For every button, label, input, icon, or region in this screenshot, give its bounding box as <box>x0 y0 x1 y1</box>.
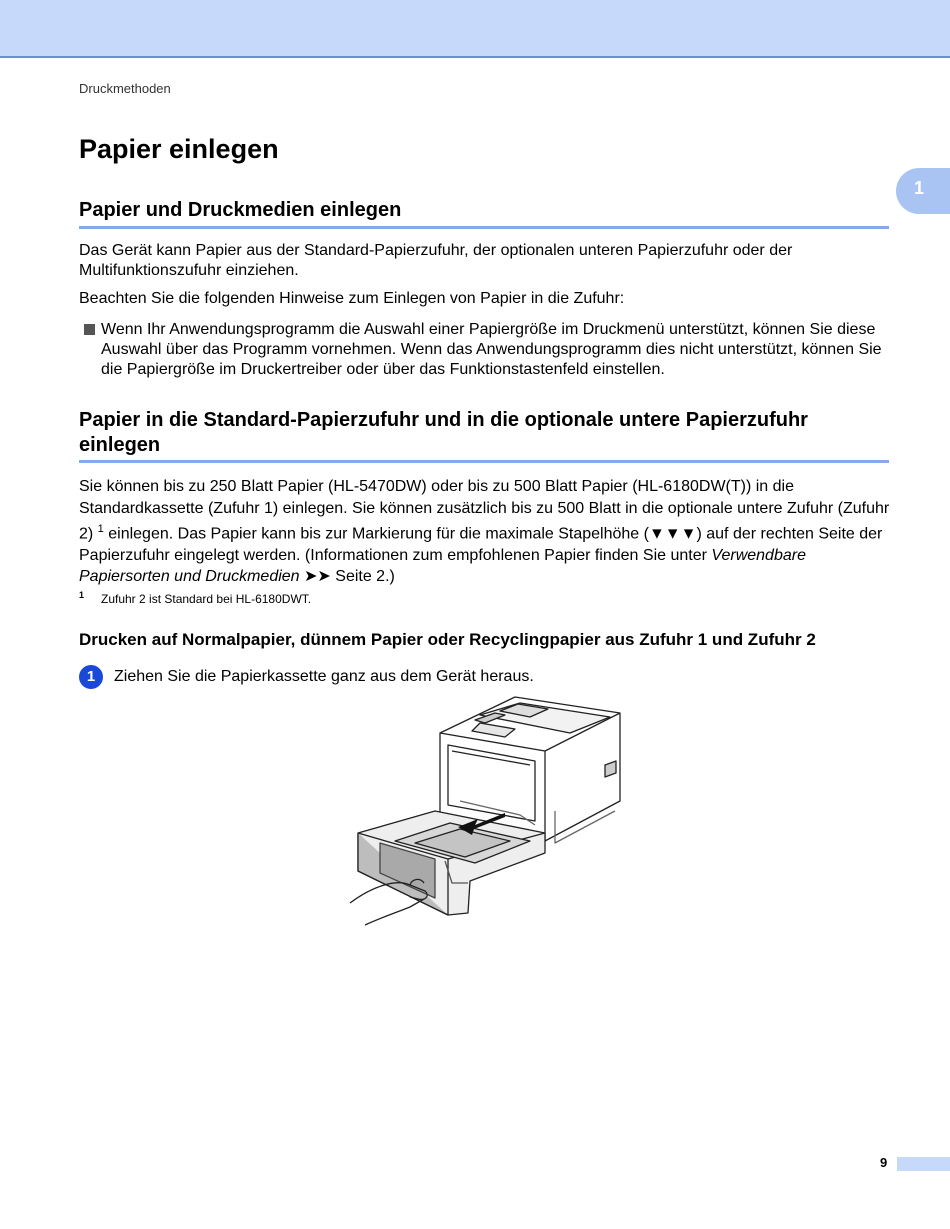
header-band <box>0 0 950 58</box>
section2-para-part3: ➤➤ Seite 2.) <box>299 568 395 586</box>
section2-para-part1: Sie können bis zu 250 Blatt Papier (HL-5470DW) oder bis zu 500 Blatt Papier (HL-6180DW(T)) in die Standardkassette (Zufuhr 1) einlegen. Sie können zusätzlich bis zu 500 Blatt in die optionale untere Zufuhr (Zufuhr 2) <box>79 478 890 543</box>
page-number: 9 <box>880 1155 888 1170</box>
step-text: Ziehen Sie die Papierkassette ganz aus dem Gerät heraus. <box>114 668 534 685</box>
section1-para1: Das Gerät kann Papier aus der Standard-Papierzufuhr, der optionalen unteren Papierzufuhr oder der Multifunktionszufuhr einziehen. <box>79 242 793 279</box>
chapter-tab <box>896 168 950 214</box>
breadcrumb: Druckmethoden <box>79 81 171 96</box>
subsection-heading: Drucken auf Normalpapier, dünnem Papier oder Recyclingpapier aus Zufuhr 1 und Zufuhr 2 <box>79 630 816 649</box>
section2-rule <box>79 460 889 463</box>
page-title: Papier einlegen <box>79 134 279 164</box>
section2-para <box>79 476 891 588</box>
bullet-square-icon <box>84 324 95 335</box>
footer-band <box>897 1157 950 1171</box>
footnote-reference: 1 <box>97 523 104 535</box>
cross-reference-link[interactable]: Verwendbare Papiersorten und Druckmedien <box>79 546 806 586</box>
section1-para2: Beachten Sie die folgenden Hinweise zum Einlegen von Papier in die Zufuhr: <box>79 290 625 307</box>
bullet-item <box>84 320 890 380</box>
section1-heading: Papier und Druckmedien einlegen <box>79 199 402 221</box>
footnote-text: Zufuhr 2 ist Standard bei HL-6180DWT. <box>101 592 312 606</box>
section2-heading: Papier in die Standard-Papierzufuhr und in die optionale untere Papierzufuhr einlegen <box>79 409 808 456</box>
section2-para-part2: einlegen. Das Papier kann bis zur Markierung für die maximale Stapelhöhe (▼▼▼) auf der rechten Seite der Papierzufuhr eingelegt werden. (Informationen zum empfohlenen Papier finden Sie unter <box>79 525 883 564</box>
chapter-number: 1 <box>914 178 925 198</box>
section1-rule <box>79 226 889 229</box>
step-number-badge: 1 <box>79 665 103 689</box>
bullet-text: Wenn Ihr Anwendungsprogramm die Auswahl einer Papiergröße im Druckmenü unterstützt, können Sie diese Auswahl über das Programm vornehmen. Wenn das Anwendungsprogramm dies nicht unterstützt, können Sie die Papiergröße im Druckertreiber oder über das Funktionstastenfeld einstellen. <box>101 321 882 378</box>
footnote-number: 1 <box>79 590 85 600</box>
printer-tray-illustration <box>340 693 630 933</box>
